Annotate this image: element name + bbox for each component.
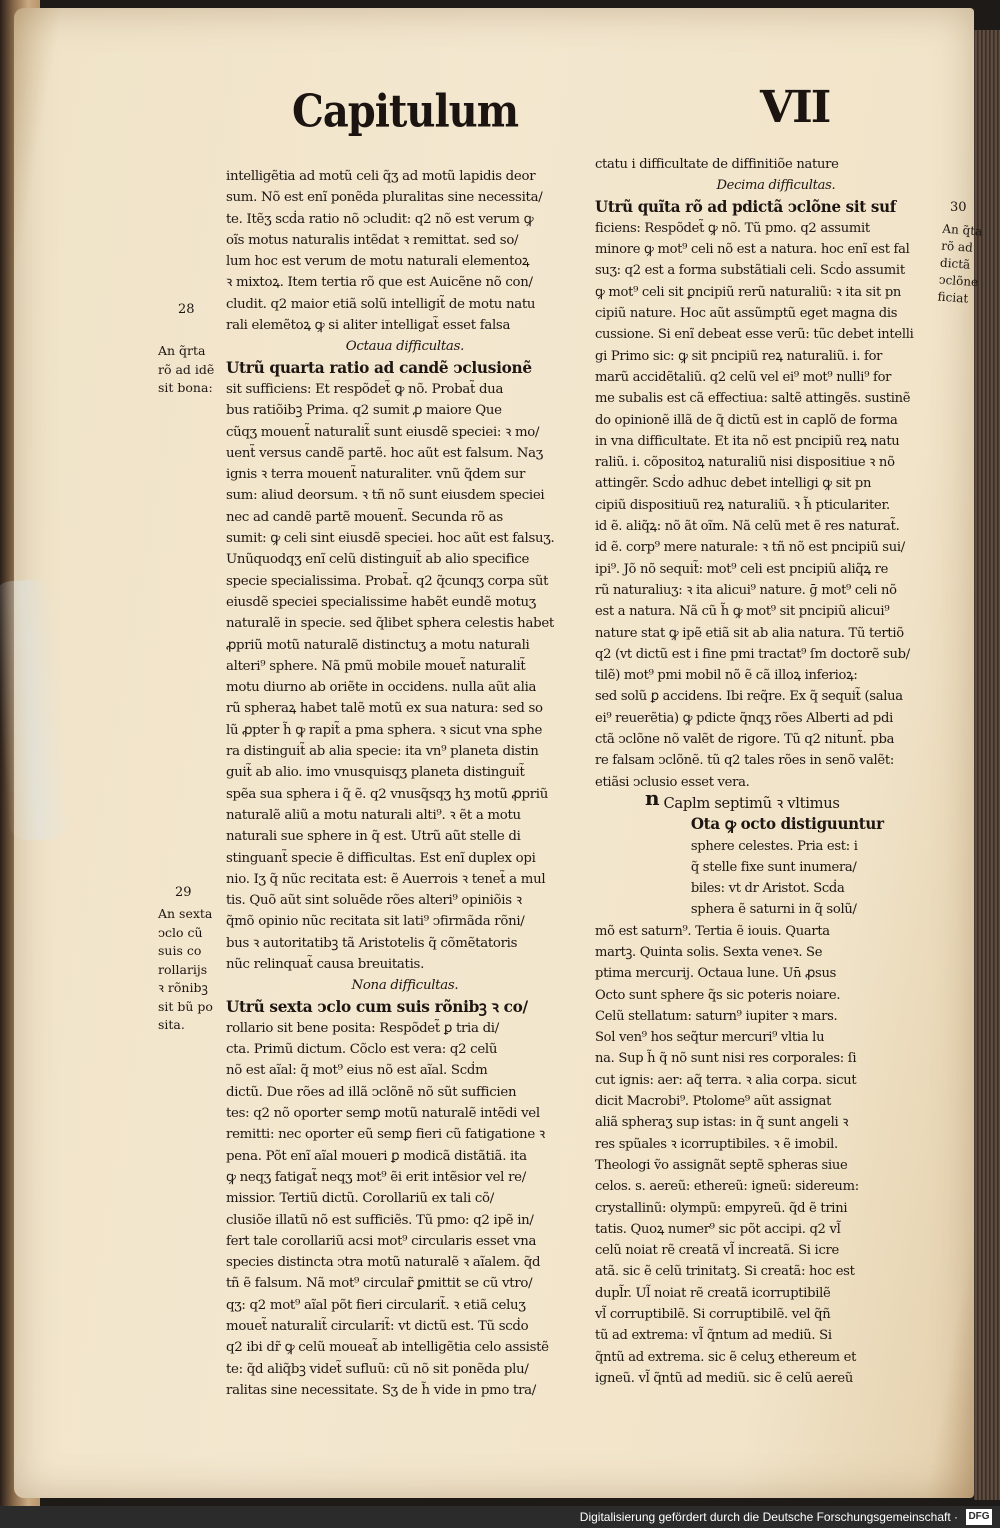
text-line: naturali sue sphere in q̃ est. Utrũ aũt stelle di <box>226 829 521 845</box>
text-line: Octaua difficultas. <box>345 339 465 355</box>
text-line: nec ad candẽ partẽ mouent̃. Secunda rõ as <box>226 509 503 525</box>
text-line: nõ est aĩal: q̃ mot⁹ eius nõ est aĩal. Scḋm <box>226 1063 488 1079</box>
text-line: cũqʒ mouent̃ naturalit̃ sunt eiusdẽ speciei: ꝛ mo/ <box>226 424 540 440</box>
text-line: na. Sup h̃ q̃ nõ sunt nisi res corporales: ſi <box>595 1051 857 1067</box>
text-line: atã. sic ẽ celũ trinitatꝫ. Si creatã: hoc est <box>595 1264 855 1280</box>
text-line: suʒ: q2 est a forma substãtiali celi. Scḋo assumit <box>595 263 905 279</box>
text-line: tis. Quõ aũt sint soluẽde rões alteri⁹ opiniõis ꝛ <box>226 893 522 909</box>
text-line: nũc relinquat̃ causa breuitatis. <box>226 956 425 972</box>
text-line: Decima difficultas. <box>716 178 836 194</box>
text-line: sphera ẽ saturni in q̃ solũ/ <box>690 902 857 918</box>
margin-note-line: ꝛ rõnibꝫ <box>158 980 208 995</box>
text-line: Utrũ quĩta rõ ad pdictã ↄclõne sit suf <box>595 197 896 216</box>
text-line: eiusdẽ speciei specialissime habẽt eundẽ motuʒ <box>226 594 537 610</box>
text-line: spẽa sua sphera i q̃ ẽ. q2 vnusq̃sqʒ hʒ motũ ꝓpriũ <box>226 786 549 802</box>
text-line: naturalẽ in specie. sed q̃libet sphera celestis habet <box>226 616 554 632</box>
text-line: tatis. Quoꝝ numer⁹ sic põt accipi. q2 vl̃ <box>595 1221 841 1237</box>
text-line: Utrũ quarta ratio ad candẽ ↄclusionẽ <box>226 358 532 377</box>
text-line: Sol ven⁹ hos seq̃tur mercuri⁹ vltia lu <box>595 1030 825 1046</box>
footer-credit: Digitalisierung gefördert durch die Deutsche Forschungsgemeinschaft · <box>579 1510 958 1524</box>
text-line: re falsam ↄclõnẽ. tũ q2 tales rões in senõ valẽt: <box>595 753 894 769</box>
margin-note-line: dictã <box>939 255 971 272</box>
text-line: ra distinguit̃ ab alia specie: ita vn⁹ planeta distin <box>226 744 539 760</box>
text-line: stinguant̃ specie ẽ difficultas. Est enĩ duplex opi <box>226 850 536 866</box>
text-line: mouet̃ naturalit̃ circularit̃: vt dictũ est. Tũ scḋo <box>226 1319 529 1335</box>
text-line: cipiũ nature. Hoc aũt assũmptũ eget magna dis <box>595 306 898 322</box>
running-head: Capitulum <box>292 85 519 138</box>
text-line: ꝛ mixtoꝝ. Item tertia rõ que est Auicẽne nõ con/ <box>226 275 533 291</box>
text-line: sumit: ꝙ celi sint eiusdẽ speciei. hoc aũt est falsuʒ. <box>226 531 555 547</box>
text-line: cludit. q2 maior etiã solũ intelligit̃ de motu natu <box>226 296 536 312</box>
text-line: martꝫ. Quinta solis. Sexta veneꝛ. Se <box>595 944 823 960</box>
text-line: remitti: nec oporter eũ semꝑ fieri cũ fatigatione ꝛ <box>226 1127 545 1143</box>
text-line: ctatu i difficultate de diffinitiõe nature <box>595 157 839 172</box>
left-text-column <box>226 166 586 1401</box>
margin-number-28: 28 <box>178 302 195 317</box>
text-line: tñ ẽ falsum. Nã mot⁹ circular̃ ꝑmittit se cũ vtro/ <box>226 1276 533 1292</box>
margin-note-line: ↄclo cũ <box>158 924 203 940</box>
margin-note-line: suis co <box>158 943 202 958</box>
margin-note-line: rõ ad idẽ <box>158 361 215 377</box>
text-line: ralitas sine necessitate. Sʒ de h̃ vide in pmo tra/ <box>226 1382 536 1398</box>
margin-note-28 <box>158 342 214 398</box>
text-line: id ẽ. aliq̃ꝝ: nõ ãt oĩm. Nã celũ met ẽ res naturat̃. <box>595 519 900 535</box>
text-line: fert tale corollariũ acsi mot⁹ circularis esset vna <box>226 1233 537 1249</box>
margin-number-29: 29 <box>175 885 192 900</box>
text-line: q̃mõ opinio nũc recitata sit lati⁹ ↄfirmãda rõni/ <box>226 914 525 930</box>
text-line: alteri⁹ sphere. Nã pmũ mobile mouet̃ naturalit̃ <box>226 658 526 674</box>
text-line: specie specialissima. Probat̃. q2 q̃cunqʒ corpa sũt <box>226 573 549 589</box>
text-line: ꝙ neqʒ fatigat̃ neqʒ mot⁹ ẽi erit intẽsior vel re/ <box>226 1169 526 1185</box>
text-line: marũ accidẽtaliũ. q2 celũ vel ei⁹ mot⁹ nulli⁹ for <box>595 369 892 385</box>
margin-note-line: An q̃ta <box>941 221 983 239</box>
text-line: clusiõe illatũ nõ est sufficiẽs. Tũ pmo: q2 ipẽ in/ <box>226 1212 534 1228</box>
text-line: cut ignis: aer: aq̃ terra. ꝛ alia corpa. sicut <box>595 1072 857 1088</box>
text-line: ficiens: Respõdet̃ ꝙ nõ. Tũ pmo. q2 assumit <box>595 220 870 236</box>
text-line: oĩs motus naturalis intẽdat ꝛ remittat. sed so/ <box>226 232 519 248</box>
text-line: cta. Primũ dictum. Cõclo est vera: q2 celũ <box>226 1042 498 1058</box>
text-line: crystallinũ: olympũ: empyreũ. q̃d ẽ trini <box>595 1200 848 1216</box>
text-line: tilẽ) mot⁹ pmi mobil nõ ẽ cã illoꝝ inferioꝝ: <box>595 668 858 684</box>
text-line: igneũ. vl̃ q̃ntũ ad mediũ. sic ẽ celũ aereũ <box>595 1370 853 1386</box>
text-line: cussione. Si enĩ debeat esse verũ: tũc debet intelli <box>595 327 914 343</box>
text-line: dictũ. Due rões ad illã ↄclõnẽ nõ sũt sufficien <box>226 1084 517 1100</box>
chapter-number: VII <box>760 82 830 133</box>
text-line: celos. s. aereũ: ethereũ: igneũ: sidereum: <box>595 1179 859 1195</box>
text-line: te: q̃d aliq̃bꝫ videt̃ sufluũ: cũ nõ sit ponẽda plu/ <box>226 1361 529 1377</box>
margin-note-right <box>937 221 983 309</box>
text-line: biles: vt dr Aristot. Scḋa <box>690 881 845 897</box>
text-line: Octo sunt sphere q̃s sic poteris noiare. <box>595 987 841 1003</box>
text-line: bus ratiõibꝫ Prima. q2 sumit ꝓ maiore Que <box>226 403 502 419</box>
text-line: pena. Põt enĩ aĩal moueri ꝑ modicã distãtiã. ita <box>226 1148 527 1164</box>
text-line: Theologi ṽo assignãt septẽ spheras siue <box>595 1157 848 1173</box>
margin-note-29 <box>158 905 213 1035</box>
text-line: missior. Tertiũ dictũ. Corollariũ ex tali cõ/ <box>226 1191 494 1207</box>
text-line: gi Primo sic: ꝙ sit pncipiũ reꝝ naturaliũ. i. for <box>595 348 883 364</box>
initial-letter: n <box>645 786 660 810</box>
text-line: sphere celestes. Pria est: i <box>690 838 858 854</box>
text-line: ipi⁹. Jõ nõ sequit̃: mot⁹ celi est pncipiũ aliq̃ꝝ re <box>595 561 889 577</box>
text-line: Unũquodqʒ enĩ celũ distinguit̃ ab alio specifice <box>226 552 530 568</box>
text-line: dicit Macrobi⁹. Ptolome⁹ aũt assignat <box>595 1094 832 1110</box>
text-line: nature stat ꝙ ipẽ etiã sit ab alia natura. Tũ tertiõ <box>595 625 904 641</box>
text-line: me subalis est cã effectiua: saltẽ attingẽs. sustinẽ <box>595 391 911 407</box>
text-line: etiãsi ↄclusio esset vera. <box>595 774 750 790</box>
text-line: est a natura. Nã cũ h̃ ꝙ mot⁹ sit pncipiũ alicui⁹ <box>595 604 890 620</box>
text-line: Ota ꝙ octo distiguuntur <box>690 815 884 834</box>
text-line: ptima mercurij. Octaua lune. Un̄ ꝓsus <box>595 966 837 982</box>
margin-note-line: An q̃rta <box>158 343 206 358</box>
text-line: sum: aliud deorsum. ꝛ tñ nõ sunt eiusdem speciei <box>226 488 545 504</box>
text-line: naturalẽ aliũ a motu naturali alti⁹. ꝛ ẽt a motu <box>226 807 521 823</box>
text-line: mõ est saturn⁹. Tertia ẽ iouis. Quarta <box>595 923 830 939</box>
text-line: Nona difficultas. <box>351 978 459 994</box>
text-line: res spũales ꝛ icorruptibiles. ꝛ ẽ imobil. <box>595 1136 838 1152</box>
text-line: Celũ stellatum: saturn⁹ iupiter ꝛ mars. <box>595 1008 838 1024</box>
margin-note-line: sit bona: <box>158 380 213 395</box>
text-line: rollario sit bene posita: Respõdet̃ ꝑ tria di/ <box>226 1020 499 1036</box>
text-line: ei⁹ reuerẽtia) ꝙ pdicte q̃nqʒ rões Alberti ad pdi <box>595 710 893 726</box>
text-line: q2 ibi dr̃ ꝙ celũ moueat̃ ab intelligẽtia celo assistẽ <box>226 1340 549 1356</box>
text-line: q2 (vt dictũ est i fine pmi tractat⁹ ſm doctorẽ sub/ <box>595 646 910 662</box>
text-line: qʒ: q2 mot⁹ aĩal põt fieri circularit̃. ꝛ etiã celuʒ <box>226 1297 526 1313</box>
margin-note-line: sita. <box>158 1017 185 1032</box>
text-line: te. Itẽʒ scḋa ratio nõ ↄcludit: q2 nõ est verum ꝙ <box>226 211 534 227</box>
text-line: lũ ꝓpter h̃ ꝙ rapit̃ a pma sphera. ꝛ sicut vna sphe <box>226 722 543 738</box>
text-line: id ẽ. corp⁹ mere naturale: ꝛ tñ nõ est pncipiũ sui/ <box>595 540 905 556</box>
text-line: Caplm septimũ ꝛ vltimus <box>663 793 840 812</box>
dfg-logo: DFG <box>966 1509 992 1525</box>
text-line: dupl̃r. Ul̃ noiat rẽ creatã icorruptibilẽ <box>595 1285 831 1301</box>
text-line: rali elemẽtoꝝ ꝙ si aliter intelligat̃ esset falsa <box>226 318 511 334</box>
text-line: Utrũ sexta ↄclo cum suis rõnibꝫ ꝛ co/ <box>226 997 528 1016</box>
text-line: celũ noiat rẽ creatã vl̃ increatã. Si icre <box>595 1243 839 1259</box>
text-line: cipiũ dispositiuũ reꝝ naturaliũ. ꝛ h̃ pticulariter. <box>595 497 890 513</box>
text-line: guit̃ ab alio. imo vnusquisqʒ planeta distinguit̃ <box>226 765 525 781</box>
margin-note-line: ficiat <box>937 289 969 306</box>
text-line: q̃ntũ ad extrema. sic ẽ celuʒ ethereum et <box>595 1349 857 1365</box>
text-line: intelligẽtia ad motũ celi q̃ʒ ad motũ lapidis deor <box>226 169 536 184</box>
margin-note-line: sit bũ po <box>158 998 213 1014</box>
text-line: raliũ. i. cõpositoꝝ naturaliũ nisi dispositiue ꝛ nõ <box>595 455 895 471</box>
text-line: tũ ad extrema: vl̃ q̃ntum ad mediũ. Si <box>595 1328 832 1344</box>
text-line: attingẽr. Scḋo adhuc debet intelligi ꝙ sit pn <box>595 476 872 492</box>
text-line: minore ꝙ mot⁹ celi nõ est a natura. hoc enĩ est fal <box>595 242 910 258</box>
text-line: sed solũ ꝑ accidens. Ibi req̃re. Ex q̃ sequit̃ (salua <box>595 689 903 705</box>
text-line: motu diurno ab oriẽte in occidens. nulla aũt alia <box>226 680 537 696</box>
text-line: species distincta ↄtra motũ naturalẽ ꝛ aĩalem. q̃d <box>226 1255 541 1271</box>
text-line: aliã spheraʒ sup istas: in q̃ sunt angeli ꝛ <box>595 1115 849 1131</box>
margin-note-line: rõ ad <box>940 238 974 255</box>
right-text-column <box>595 154 965 1389</box>
margin-note-line: An sexta <box>158 906 213 921</box>
text-line: ꝓpriũ motũ naturalẽ distinctuʒ a motu naturali <box>226 637 530 653</box>
text-line: nio. Iʒ q̃ nũc recitata est: ẽ Auerrois ꝛ tenet̃ a mul <box>226 871 546 887</box>
page-number: 30 <box>950 200 967 215</box>
text-line: ꝙ mot⁹ celi sit ꝑncipiũ rerũ naturaliũ: ꝛ ita sit pn <box>595 284 902 300</box>
footer-bar <box>0 1506 1000 1528</box>
text-line: sit sufficiens: Et respõdet̃ ꝙ nõ. Probat̃ dua <box>226 381 504 397</box>
text-line: tes: q2 nõ oporter semꝑ motũ naturalẽ intẽdi vel <box>226 1106 540 1122</box>
text-line: lum hoc est verum de motu naturali elementoꝝ <box>226 254 530 270</box>
text-line: sum. Nõ est enĩ ponẽda pluralitas sine necessita/ <box>226 190 543 206</box>
text-line: in vna difficultate. Et ita nõ est pncipiũ reꝝ natu <box>595 433 900 449</box>
text-line: ctã ↄclõne nõ valẽt de rigore. Tũ q2 nitunt̃. pba <box>595 732 895 748</box>
text-line: ignis ꝛ terra mouent̃ naturaliter. vnũ q̃dem sur <box>226 467 526 483</box>
text-line: q̃ stelle fixe sunt inumera/ <box>690 859 857 875</box>
text-line: uent̃ versus candẽ partẽ. hoc aũt est falsum. Naʒ <box>226 445 543 461</box>
margin-note-line: rollarijs <box>158 961 208 977</box>
text-line: do opinionẽ illã de q̃ dictũ est in caplõ de forma <box>595 412 898 428</box>
text-line: rũ spheraꝝ habet talẽ motũ ex sua natura: sed so <box>226 701 543 717</box>
text-line: vl̃ corruptibilẽ. Si corruptibilẽ. vel q̃ñ <box>595 1307 831 1323</box>
margin-note-line: ↄclõne <box>938 272 979 290</box>
text-line: bus ꝛ autoritatibꝫ tã Aristotelis q̃ cõmẽtatoris <box>226 935 518 951</box>
text-line: rũ naturaliuʒ: ꝛ ita alicui⁹ nature. ḡ mot⁹ celi nõ <box>595 582 897 598</box>
